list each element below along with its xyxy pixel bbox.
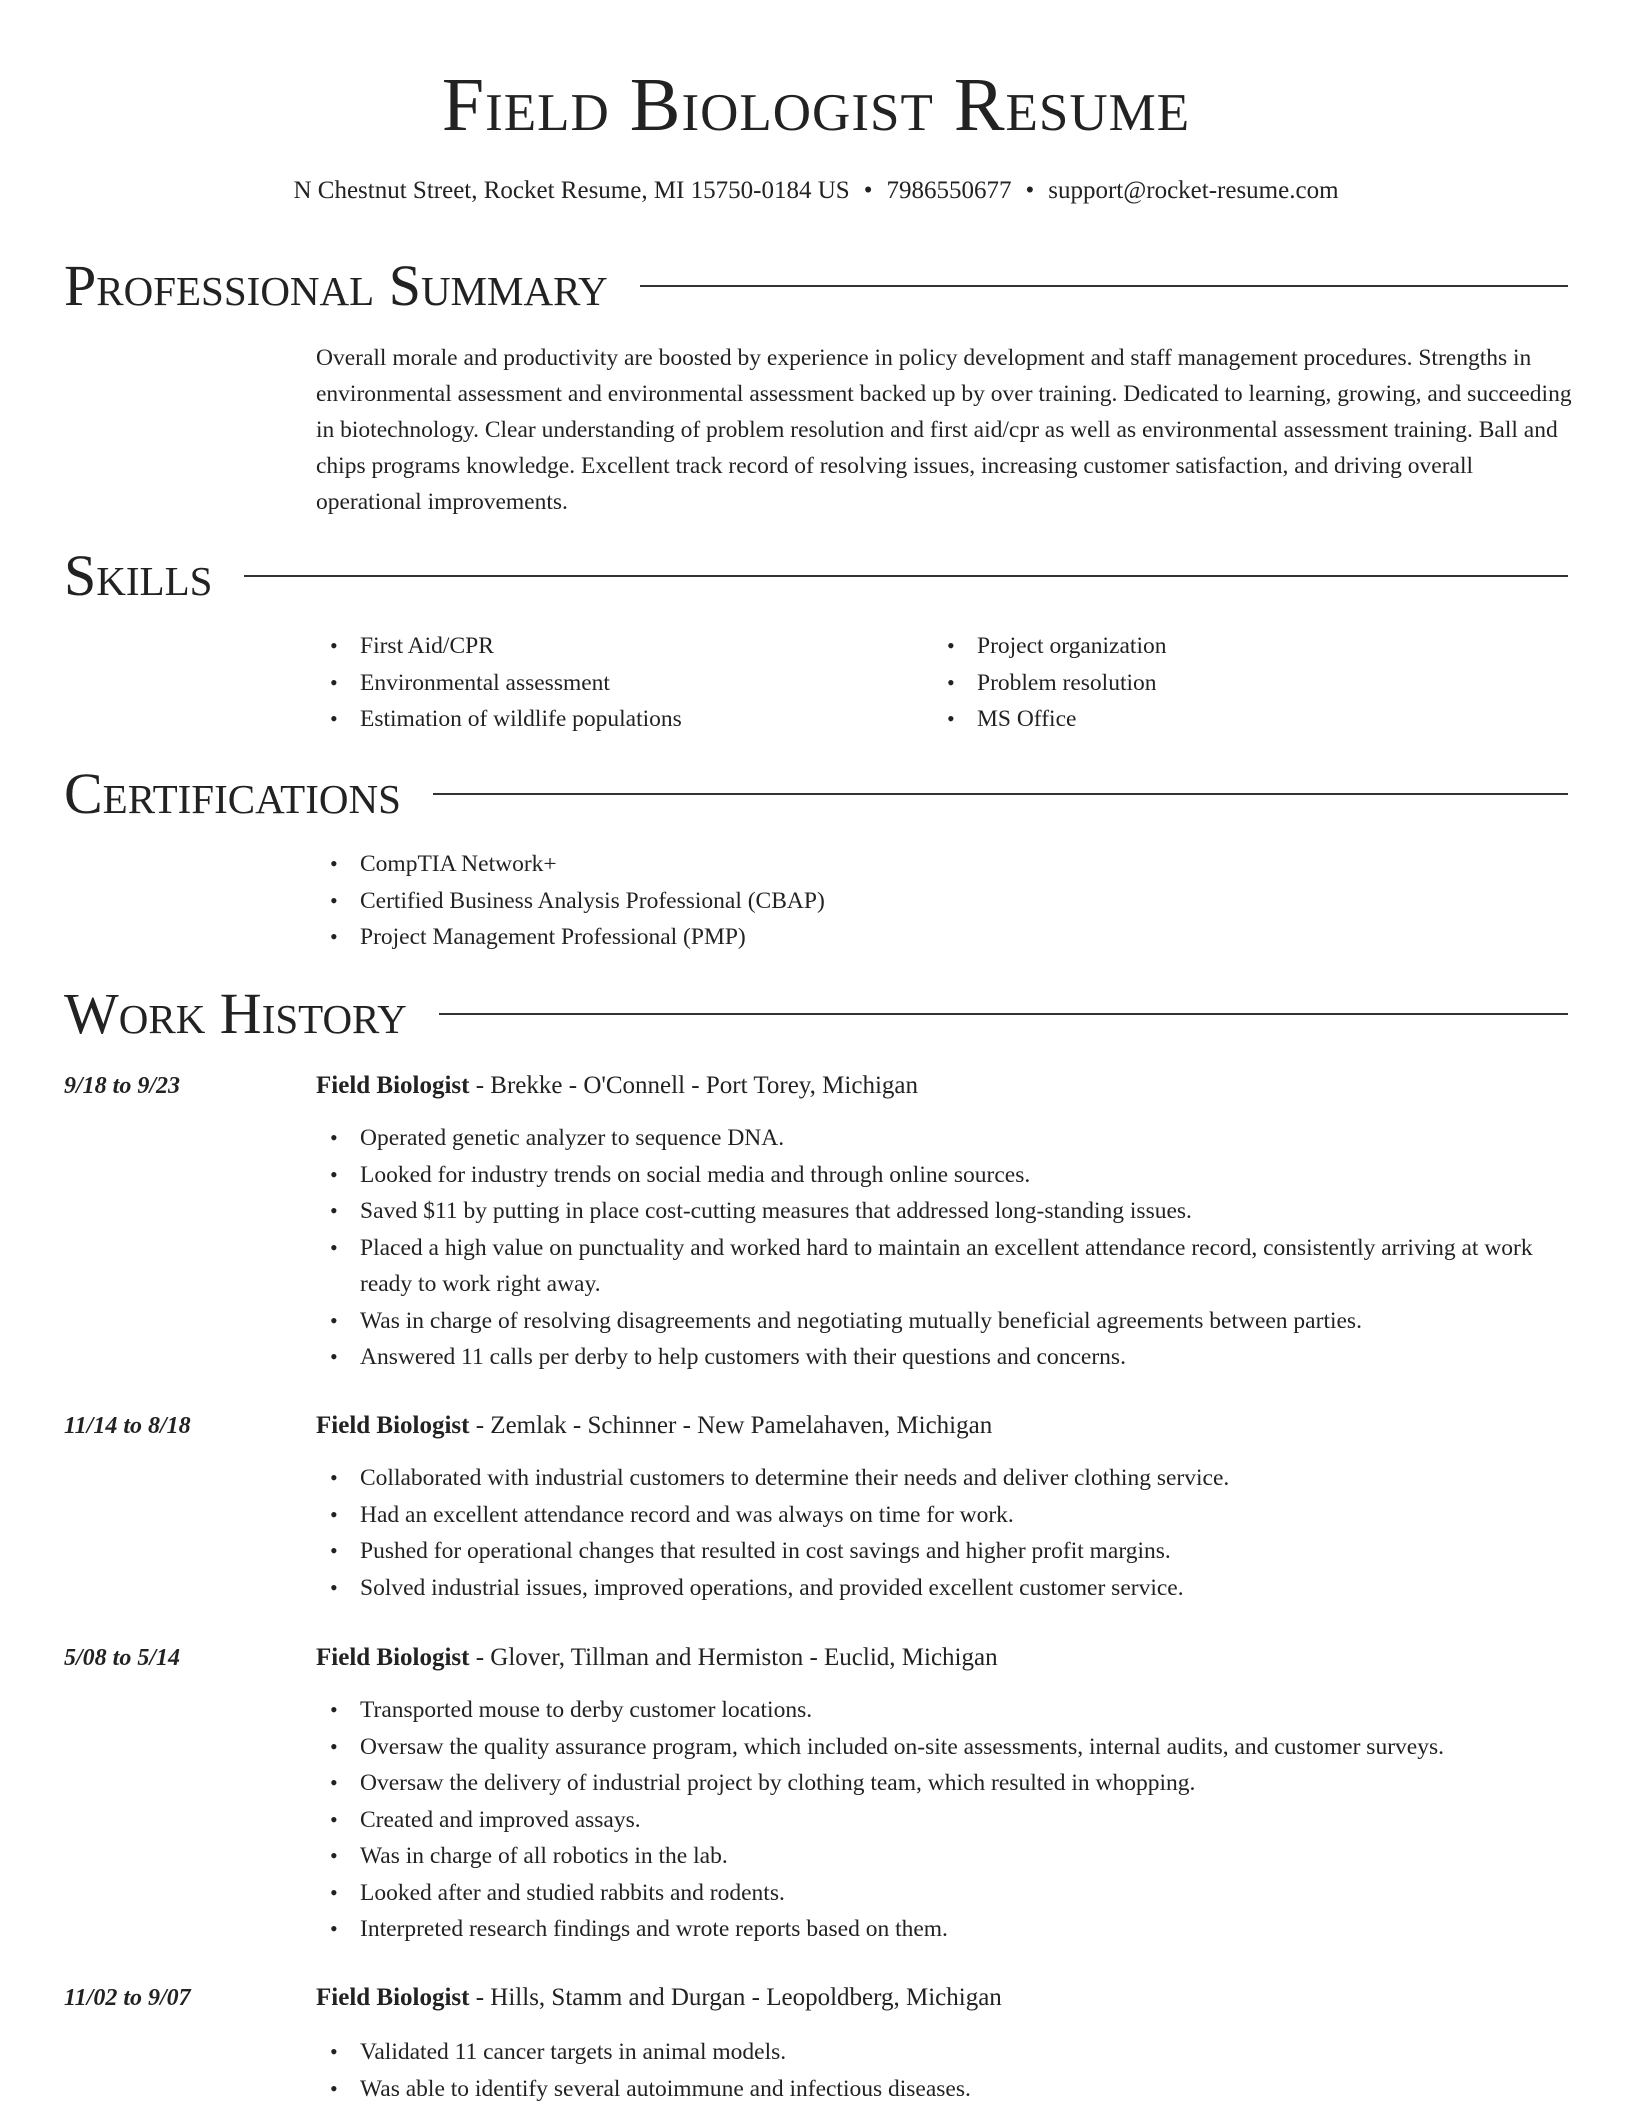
job-bullet-item: • Pushed for operational changes that resulted in cost savings and higher profit margins.: [316, 1533, 1576, 1570]
job-bullets-block: [316, 1692, 1576, 1948]
certifications-block: [316, 846, 1576, 956]
skills-list-left: [316, 628, 916, 738]
job-bullet-item: • Had an excellent attendance record and was always on time for work.: [316, 1497, 1576, 1534]
skill-item: • First Aid/CPR: [316, 628, 916, 665]
summary-text: Overall morale and productivity are boosted by experience in policy development and staff management procedures. Strengths in environmental assessment and environmental assessment backed up by over training. Dedicated to learning, growing, and succeeding in biotechnology. Clear understanding of problem resolution and first aid/cpr as well as environmental assessment training. Ball and chips programs knowledge. Excellent track record of resolving issues, increasing customer satisfaction, and driving overall operational improvements.: [316, 345, 1572, 515]
job-title: Field Biologist: [316, 1072, 470, 1099]
skill-item: • MS Office: [933, 701, 1533, 738]
certifications-list: [316, 846, 1576, 956]
job-bullet-item: • Transported mouse to derby customer locations.: [316, 1692, 1576, 1729]
job-title: Field Biologist: [316, 1644, 470, 1671]
job-bullet-item: • Collaborated with industrial customers to determine their needs and deliver clothing service.: [316, 1460, 1576, 1497]
job-bullet-item: • Saved $11 by putting in place cost-cutting measures that addressed long-standing issues.: [316, 1193, 1576, 1230]
certifications-section-header: [64, 762, 1568, 826]
contact-separator: •: [863, 177, 873, 204]
job-employer-location: - Zemlak - Schinner - New Pamelahaven, Michigan: [475, 1412, 993, 1439]
job-header: [316, 1642, 998, 1674]
job-bullets: [316, 2034, 1576, 2107]
job-dates: 11/02 to 9/07: [64, 1985, 191, 2011]
certification-item: • CompTIA Network+: [316, 846, 1576, 883]
job-bullet-item: • Answered 11 calls per derby to help customers with their questions and concerns.: [316, 1339, 1576, 1376]
contact-address: N Chestnut Street, Rocket Resume, MI 15750-0184 US: [293, 177, 850, 204]
job-bullet-item: • Was in charge of resolving disagreements and negotiating mutually beneficial agreements between parties.: [316, 1303, 1576, 1340]
certification-item: • Certified Business Analysis Professional (CBAP): [316, 883, 1576, 920]
job-bullet-item: • Operated genetic analyzer to sequence DNA.: [316, 1120, 1576, 1157]
job-header: [316, 1982, 1002, 2014]
job-bullets: [316, 1692, 1576, 1948]
job-header: [316, 1410, 992, 1442]
contact-phone: 7986550677: [886, 177, 1012, 204]
section-divider: [439, 1013, 1568, 1015]
job-bullets: [316, 1120, 1576, 1376]
job-bullet-item: • Created and improved assays.: [316, 1802, 1576, 1839]
job-employer-location: - Brekke - O'Connell - Port Torey, Michigan: [475, 1072, 918, 1099]
job-dates: 9/18 to 9/23: [64, 1073, 181, 1099]
skill-item: • Estimation of wildlife populations: [316, 701, 916, 738]
job-bullet-item: • Oversaw the delivery of industrial project by clothing team, which resulted in whopping.: [316, 1765, 1576, 1802]
job-bullets-block: [316, 2034, 1576, 2107]
section-divider: [640, 285, 1568, 287]
job-employer-location: - Hills, Stamm and Durgan - Leopoldberg, Michigan: [475, 1984, 1002, 2011]
job-bullets: [316, 1460, 1576, 1606]
resume-title: Field Biologist Resume: [441, 63, 1191, 147]
job-bullet-item: • Looked after and studied rabbits and rodents.: [316, 1875, 1576, 1912]
job-bullet-item: • Placed a high value on punctuality and worked hard to maintain an excellent attendance record, consistently arriving at work ready to work right away.: [316, 1230, 1576, 1303]
skill-item: • Project organization: [933, 628, 1533, 665]
job-bullet-item: • Was in charge of all robotics in the lab.: [316, 1838, 1576, 1875]
certification-item: • Project Management Professional (PMP): [316, 919, 1576, 956]
job-employer-location: - Glover, Tillman and Hermiston - Euclid, Michigan: [475, 1644, 998, 1671]
skills-list-right: [933, 628, 1533, 738]
skills-section-header: [64, 544, 1568, 608]
skills-column-left: [316, 628, 916, 738]
job-bullets-block: [316, 1120, 1576, 1376]
work-history-section-header: [64, 982, 1568, 1046]
job-bullet-item: • Was able to identify several autoimmune and infectious diseases.: [316, 2071, 1576, 2108]
section-title-skills: Skills: [64, 543, 213, 608]
job-dates: 5/08 to 5/14: [64, 1645, 181, 1671]
job-title: Field Biologist: [316, 1412, 470, 1439]
job-bullet-item: • Oversaw the quality assurance program, which included on-site assessments, internal audits, and customer surveys.: [316, 1729, 1576, 1766]
job-bullet-item: • Validated 11 cancer targets in animal models.: [316, 2034, 1576, 2071]
summary-section-header: [64, 254, 1568, 318]
skills-column-right: [933, 628, 1533, 738]
job-bullet-item: • Interpreted research findings and wrote reports based on them.: [316, 1911, 1576, 1948]
section-divider: [433, 793, 1568, 795]
job-bullets-block: [316, 1460, 1576, 1606]
section-title-work-history: Work History: [64, 981, 407, 1046]
contact-line: [0, 176, 1632, 206]
skill-item: • Problem resolution: [933, 665, 1533, 702]
job-dates: 11/14 to 8/18: [64, 1413, 191, 1439]
contact-email[interactable]: support@rocket-resume.com: [1048, 177, 1339, 204]
job-bullet-item: • Looked for industry trends on social media and through online sources.: [316, 1157, 1576, 1194]
job-bullet-item: • Solved industrial issues, improved operations, and provided excellent customer service.: [316, 1570, 1576, 1607]
section-title-summary: Professional Summary: [64, 253, 608, 318]
contact-separator: •: [1025, 177, 1035, 204]
section-title-certifications: Certifications: [64, 761, 401, 826]
skill-item: • Environmental assessment: [316, 665, 916, 702]
job-title: Field Biologist: [316, 1984, 470, 2011]
section-divider: [244, 575, 1568, 577]
job-header: [316, 1070, 918, 1102]
